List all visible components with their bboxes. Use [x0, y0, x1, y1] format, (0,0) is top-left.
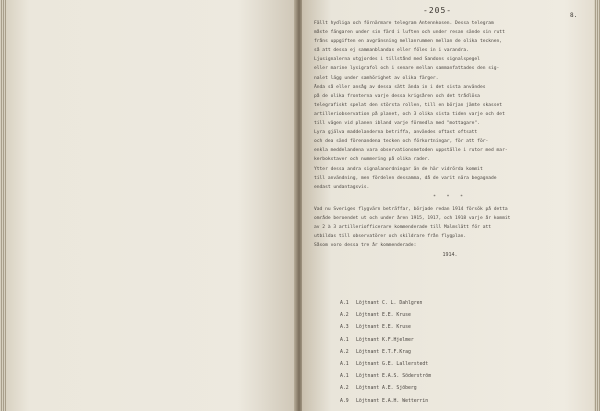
text-line: nalet lägg under samhörighet av olika färger.: [314, 75, 439, 81]
roster-code: A.2: [340, 386, 349, 392]
roster-name: Löjtnant K.F.Hjelmer: [356, 337, 414, 343]
roster-row: [340, 386, 540, 398]
text-line: fråns uppgiften en avgränsning mellanrummen mellan de olika tecknen,: [314, 39, 503, 45]
text-line: Lyra gjälva maddelanderna betriffa, användes oftast oftsatt: [314, 130, 478, 136]
text-line: måste fängaren under sin färd i luften och under resan sände sin rutt: [314, 30, 505, 36]
text-line: Ytter dessa andra signalanordningar än de här vidrörda kommit: [314, 166, 483, 172]
text-line: och dea sänd förenandena tecken och förkortningar, för att för-: [314, 139, 489, 145]
roster-row: [340, 325, 540, 337]
right-page-edges: [594, 0, 600, 411]
roster-row: [340, 362, 540, 374]
roster-code: A.9: [340, 398, 349, 404]
roster-row: [340, 350, 540, 362]
corner-mark: 8.: [570, 12, 578, 19]
section-separator: * * *: [433, 195, 467, 201]
roster-code: A.2: [340, 349, 349, 355]
text-line: på de olika fronterna varje dessa krigsåren och det trådlösa: [314, 93, 480, 99]
roster-name: Löjtnant E.E. Kruse: [356, 325, 411, 331]
roster-name: Löjtnant G.E. Lallerstedt: [356, 361, 429, 367]
text-line: telegrafiskt spelat den största rollen, till en början jämte skasset: [314, 102, 503, 108]
year-heading: 1914.: [442, 251, 458, 258]
roster-name: Löjtnant E.T.F.Krag: [356, 349, 411, 355]
text-line: Ända så eller ansåg av dessa sätt ända in i det sista användes: [314, 84, 486, 90]
roster-name: Löjtnant A.E. Sjöberg: [356, 386, 417, 392]
typed-text-block: [314, 20, 586, 269]
roster-code: A.2: [340, 313, 349, 319]
roster-code: A.1: [340, 337, 349, 343]
text-line: enkla meddelandena vara observationsmetoden uppställe i rutor med mar-: [314, 148, 508, 154]
roster-code: A.3: [340, 325, 349, 331]
roster-name: Löjtnant E.A.H. Wetterrin: [356, 398, 429, 404]
body-paragraphs: [314, 20, 586, 191]
roster-code: A.1: [340, 374, 349, 380]
roster-row: [340, 301, 540, 313]
left-page-blank: [6, 0, 296, 411]
text-line: Såsom voro dessa tre år kommenderade:: [314, 243, 417, 249]
text-line: Fällt hydliga och förnärmare telegram Antennkosen. Dessa telegram: [314, 21, 494, 26]
text-line: Ljusignalerna utgjordes i tillstånd med Sandons signalspegel: [314, 57, 480, 63]
page-number: -205-: [423, 6, 453, 15]
roster-name: Löjtnant C. L. Dahlgren: [356, 301, 423, 306]
closing-paragraph: [314, 206, 586, 250]
officer-roster: [340, 301, 540, 411]
text-line: Vad nu Sveriges flygvärn beträffar, började redan 1914 försök på detta: [314, 206, 508, 212]
text-line: område beroendet ut och under åren 1915, 1917, och 1918 varje år kommit: [314, 215, 511, 221]
roster-row: [340, 338, 540, 350]
text-line: till vägen vid planen ibland varje förmedla med "mottagare".: [314, 121, 480, 127]
text-line: av 2 à 3 artilleriofficerare kommenderade till Malmslätt för att: [314, 225, 492, 231]
roster-name: Löjtnant E.A.S. Söderström: [356, 374, 432, 380]
text-line: utbildas till observatörer och skildrare från flygplan.: [314, 234, 467, 240]
roster-row: [340, 399, 540, 411]
roster-row: [340, 313, 540, 325]
text-line: kerbokstaver och nummering på olika rader.: [314, 157, 431, 163]
roster-code: A.1: [340, 301, 349, 306]
text-line: eller marine lysigrafol och i senare mellan sammanfattades den sig-: [314, 66, 500, 72]
text-line: till användning, men fördelen dessamma, då de varit nära begagnade: [314, 175, 497, 181]
roster-row: [340, 374, 540, 386]
roster-name: Löjtnant E.E. Kruse: [356, 313, 411, 319]
text-line: endast undantagsvis.: [314, 184, 370, 190]
text-line: så att dessa ej sammanblandas eller föles in i varandra.: [314, 48, 469, 54]
roster-code: A.1: [340, 361, 349, 367]
text-line: artilleriobservation på planet, och 3 olika sista tiden varje och det: [314, 111, 505, 117]
